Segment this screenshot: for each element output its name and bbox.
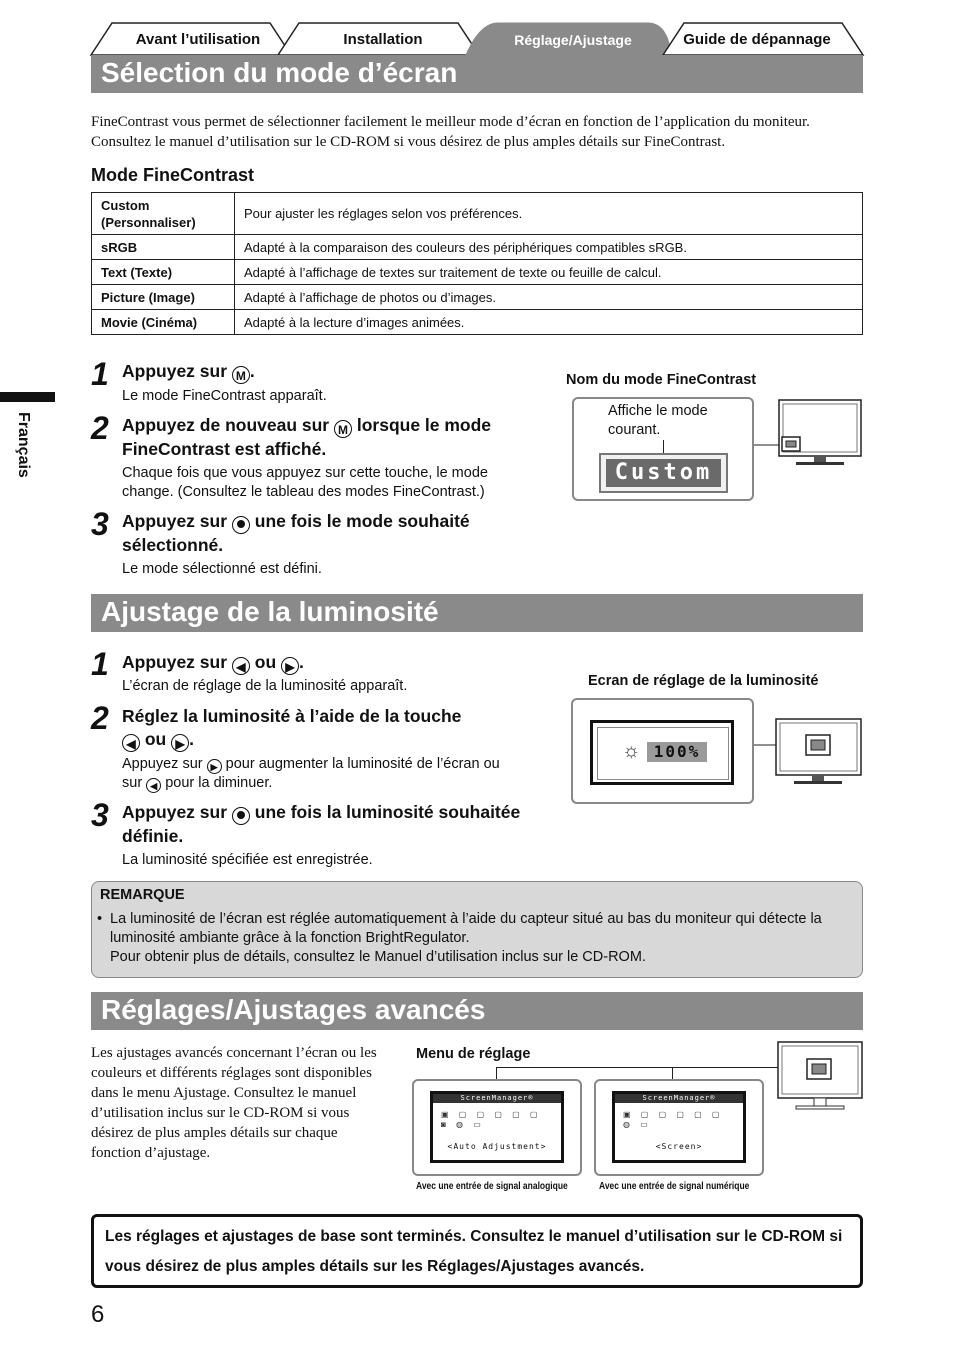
section-title: Ajustage de la luminosité — [101, 596, 439, 627]
figure-caption: Ecran de réglage de la luminosité — [588, 673, 819, 689]
table-row — [92, 285, 863, 310]
sun-icon: ☼ — [622, 740, 641, 762]
note-bullet: • — [97, 911, 103, 927]
conclusion-box — [91, 1214, 863, 1288]
left-arrow-button-icon: ◀ — [122, 734, 140, 752]
conclusion-text: Les réglages et ajustages de base sont terminés. Consultez le manuel d’utilisation sur le CD-ROM si vous désirez de plus amples détails sur les Réglages/Ajustages avancés. — [105, 1228, 843, 1275]
table-cell-desc: Adapté à la lecture d’images animées. — [235, 310, 863, 335]
section-title: Sélection du mode d’écran — [101, 57, 458, 88]
note-line2: Pour obtenir plus de détails, consultez le Manuel d’utilisation inclus sur le CD-ROM. — [110, 949, 646, 965]
monitor-illustration — [776, 1040, 864, 1112]
step-text: La luminosité spécifiée est enregistrée. — [122, 852, 373, 868]
step-heading: Appuyez sur ◀ ou ▶ . — [122, 652, 304, 674]
menu-title-bar: ScreenManager® — [433, 1094, 561, 1103]
page-number: 6 — [91, 1301, 105, 1328]
right-arrow-button-icon: ▶ — [171, 734, 189, 752]
tab-reglage-ajustage[interactable]: Réglage/Ajustage — [514, 32, 632, 48]
menu-item-label: <Screen> — [655, 1142, 703, 1151]
left-arrow-button-icon: ◀ — [146, 778, 161, 793]
menu-icons-row: ▣ ▢ ▢ ▢ ▢ ▢ — [623, 1110, 724, 1119]
step-text: Chaque fois que vous appuyez sur cette touche, le mode change. (Consultez le tableau des modes FineContrast.) — [122, 465, 488, 500]
monitor-illustration — [752, 717, 864, 789]
connector-line — [496, 1067, 778, 1068]
analog-menu-figure — [412, 1079, 582, 1176]
step-number: 2 — [91, 410, 109, 446]
monitor-illustration — [752, 398, 864, 470]
table-cell-desc: Pour ajuster les réglages selon vos préférences. — [235, 193, 863, 235]
step-heading: Appuyez sur une fois la luminosité souhaitée définie. — [122, 802, 521, 846]
osd-mode-label: Custom — [606, 459, 721, 487]
step-heading: Appuyez sur M . — [122, 361, 255, 383]
table-cell-desc: Adapté à l’affichage de photos ou d’images. — [235, 285, 863, 310]
enter-button-icon — [232, 807, 250, 825]
figure-caption: Menu de réglage — [416, 1046, 531, 1062]
menu-icons-row: ◍ ▭ — [623, 1120, 652, 1129]
table-cell-desc: Adapté à la comparaison des couleurs des périphériques compatibles sRGB. — [235, 235, 863, 260]
analog-caption: Avec une entrée de signal analogique — [416, 1181, 568, 1192]
section-title-bar — [91, 594, 863, 632]
m-button-icon: M — [232, 366, 250, 384]
step-number: 1 — [91, 646, 109, 682]
menu-title-bar: ScreenManager® — [615, 1094, 743, 1103]
table-row — [92, 310, 863, 335]
menu-item-label: <Auto Adjustment> — [447, 1142, 547, 1151]
note-line1: La luminosité de l’écran est réglée automatiquement à l’aide du capteur situé au bas du moniteur qui détecte la luminosité ambiante grâce à la fonction BrightRegulator. — [110, 911, 822, 946]
step-text: Appuyez sur ▶ pour augmenter la luminosité de l’écran ou sur ◀ pour la diminuer. — [122, 756, 500, 791]
callout-text: Affiche le mode courant. — [608, 403, 708, 438]
table-row — [92, 235, 863, 260]
right-arrow-button-icon: ▶ — [207, 759, 222, 774]
digital-caption: Avec une entrée de signal numérique — [599, 1181, 750, 1192]
section-title: Réglages/Ajustages avancés — [101, 994, 486, 1025]
left-arrow-button-icon: ◀ — [232, 657, 250, 675]
intro-paragraph: FineContrast vous permet de sélectionner facilement le meilleur mode d’écran en fonction de l’application du moniteur. Consultez le manuel d’utilisation sur le CD-ROM si vous désirez de plus amples détails sur FineContrast. — [91, 114, 810, 150]
step-text: Le mode FineContrast apparaît. — [122, 388, 327, 404]
figure-caption: Nom du mode FineContrast — [566, 372, 757, 388]
step-text: Le mode sélectionné est défini. — [122, 561, 322, 577]
section-title-bar — [91, 992, 863, 1030]
step-text: L’écran de réglage de la luminosité apparaît. — [122, 678, 408, 694]
callout-leader — [663, 440, 664, 454]
step-number: 2 — [91, 700, 109, 736]
step-heading: Appuyez sur une fois le mode souhaité sélectionné. — [122, 511, 470, 555]
menu-icons-row: ◙ ◍ ▭ — [441, 1120, 485, 1129]
table-cell-mode: Text (Texte) — [92, 260, 235, 285]
side-language-marker — [0, 392, 55, 402]
section-title-bar — [91, 55, 863, 93]
table-cell-mode: sRGB — [92, 235, 235, 260]
table-cell-mode: Movie (Cinéma) — [92, 310, 235, 335]
right-arrow-button-icon: ▶ — [281, 657, 299, 675]
step-heading: Appuyez de nouveau sur M lorsque le mode FineContrast est affiché. — [122, 415, 492, 459]
subheading: Mode FineContrast — [91, 165, 255, 185]
step-number: 1 — [91, 356, 109, 392]
advanced-paragraph: Les ajustages avancés concernant l’écran ou les couleurs et différents réglages sont disponibles dans le menu Ajustage. Consultez le manuel d’utilisation inclus sur le CD-ROM si vous désirez de plus amples détails sur chaque fonction d’ajustage. — [91, 1045, 377, 1161]
step-number: 3 — [91, 506, 109, 542]
brightness-osd — [590, 720, 734, 785]
m-button-icon: M — [334, 420, 352, 438]
osd-mode-display — [599, 453, 728, 493]
tab-installation[interactable]: Installation — [343, 31, 423, 48]
step-number: 3 — [91, 797, 109, 833]
note-box — [91, 881, 863, 978]
table-row — [92, 260, 863, 285]
brightness-value: 100% — [647, 742, 707, 762]
table-cell-mode: Custom (Personnaliser) — [92, 193, 235, 235]
side-language-label: Français — [15, 412, 32, 478]
note-title: REMARQUE — [100, 887, 185, 903]
table-cell-desc: Adapté à l’affichage de textes sur traitement de texte ou feuille de calcul. — [235, 260, 863, 285]
mode-table — [91, 192, 863, 335]
menu-icons-row: ▣ ▢ ▢ ▢ ▢ ▢ — [441, 1110, 542, 1119]
table-cell-mode: Picture (Image) — [92, 285, 235, 310]
step-heading: Réglez la luminosité à l’aide de la touche ◀ ou ▶ . — [122, 706, 462, 751]
tab-guide-depannage[interactable]: Guide de dépannage — [683, 31, 831, 48]
digital-menu-figure — [594, 1079, 764, 1176]
table-row — [92, 193, 863, 235]
tab-avant-utilisation[interactable]: Avant l’utilisation — [135, 31, 261, 48]
enter-button-icon — [232, 516, 250, 534]
